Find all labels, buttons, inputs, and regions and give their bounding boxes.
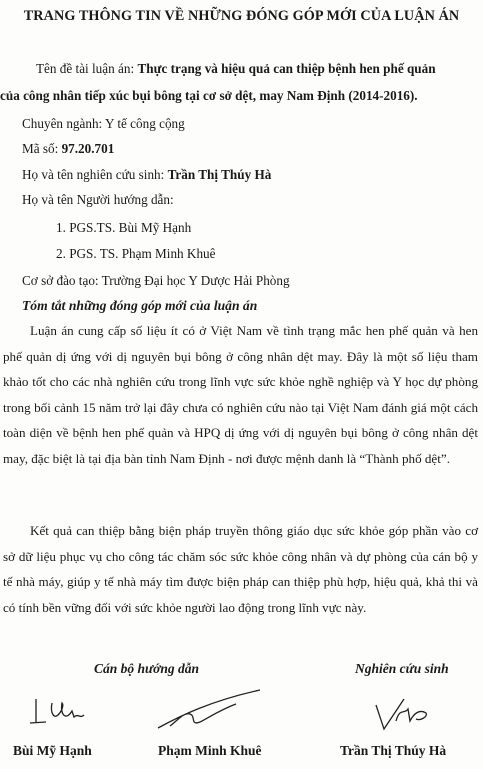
supervisor-signature-title: Cán bộ hướng dẫn — [94, 661, 199, 676]
specialty: Chuyên ngành: Y tế công cộng — [22, 116, 185, 131]
paragraph-2 — [3, 518, 478, 620]
supervisor-item-1: 1. PGS.TS. Bùi Mỹ Hạnh — [56, 220, 192, 235]
researcher-label: Họ và tên nghiên cứu sinh: — [22, 167, 168, 182]
paragraph-2-text: Kết quả can thiệp bằng biện pháp truyền thông giáo dục sức khỏe góp phần vào cơ sở dữ liệu phục vụ cho công tác chăm sóc sức khỏe công nhân và dự phòng của cán bộ y tế nhà máy, giúp y tế nhà máy tìm được biện pháp can thiệp phù hợp, hiệu quả, khả thi và có tính bền vững đối với sức khỏe người lao động trong lĩnh vực này. — [3, 523, 478, 615]
code-value: 97.20.701 — [61, 141, 115, 156]
researcher-name: Trần Thị Thúy Hà — [340, 743, 447, 758]
institution: Cơ sở đào tạo: Trường Đại học Y Dược Hải Phòng — [22, 273, 290, 288]
paragraph-1-text: Luận án cung cấp số liệu ít có ở Việt Nam về tình trạng mắc hen phế quản và hen phế quản dị ứng với dị nguyên bụi bông ở công nhân dệt may. Đây là một số liệu tham khảo tốt cho các nhà nghiên cứu trong lĩnh vực sức khỏe nghề nghiệp và Y học dự phòng trong bối cảnh 15 năm trở lại đây chưa có nghiên cứu nào tại Việt Nam đánh giá một cách toàn diện về bệnh hen phế quản và HPQ dị ứng với dị nguyên bụi bông ở công nhân dệt may, đặc biệt là tại địa bàn tỉnh Nam Định - nơi được mệnh danh là “Thành phố dệt”. — [3, 323, 478, 466]
supervisor-item-2: 2. PGS. TS. Phạm Minh Khuê — [56, 246, 216, 261]
supervisor1-name: Bùi Mỹ Hạnh — [13, 743, 92, 758]
researcher-signature — [370, 695, 440, 735]
code-line — [22, 141, 114, 157]
page-heading: TRANG THÔNG TIN VỀ NHỮNG ĐÓNG GÓP MỚI CỦA LUẬN ÁN — [23, 8, 460, 24]
thesis-title-label: Tên đề tài luận án: — [36, 61, 138, 76]
supervisor2-signature — [150, 686, 270, 736]
summary-heading: Tóm tắt những đóng góp mới của luận án — [22, 298, 258, 313]
thesis-title-value-1: Thực trạng và hiệu quả can thiệp bệnh hen phế quản — [137, 61, 436, 76]
code-label: Mã số: — [22, 141, 62, 156]
thesis-title-line2: của công nhân tiếp xúc bụi bông tại cơ sở dệt, may Nam Định (2014-2016). — [0, 88, 418, 103]
paragraph-1 — [3, 318, 478, 472]
thesis-title-line1 — [36, 61, 436, 77]
researcher-line — [22, 167, 271, 183]
supervisors-label: Họ và tên Người hướng dẫn: — [22, 192, 174, 207]
researcher-value: Trần Thị Thúy Hà — [167, 167, 272, 182]
supervisor2-name: Phạm Minh Khuê — [158, 743, 262, 758]
researcher-signature-title: Nghiên cứu sinh — [355, 661, 449, 676]
supervisor1-signature — [24, 693, 104, 733]
